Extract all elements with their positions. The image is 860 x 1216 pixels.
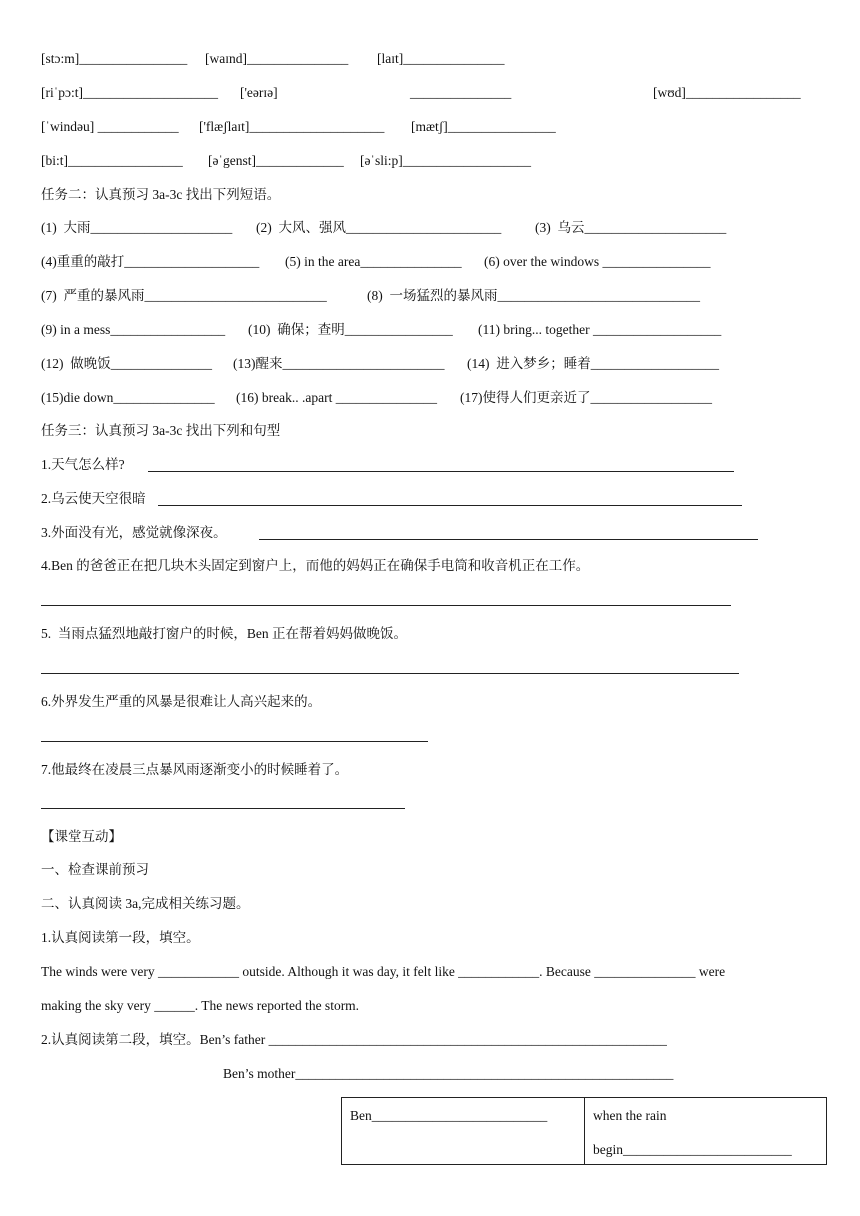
question-2-title: 2.认真阅读第二段，填空。Ben’s father ___________________________________________________________	[41, 1032, 667, 1047]
phonetic-report: [riˈpɔ:t]____________________	[41, 85, 218, 100]
answer-line-3[interactable]	[259, 539, 758, 540]
rain-cell	[585, 1098, 827, 1165]
phonetic-wind: [waɪnd]_______________	[205, 51, 349, 66]
phrase-6: (6) over the windows ________________	[484, 254, 711, 269]
ben-cell	[342, 1098, 585, 1165]
sentence-3: 3.外面没有光，感觉就像深夜。	[41, 525, 227, 540]
question-1-title: 1.认真阅读第一段，填空。	[41, 930, 200, 945]
ben-rain-table	[341, 1097, 827, 1165]
phrase-4: (4)重重的敲打____________________	[41, 254, 260, 269]
phonetic-wood: [wʊd]_________________	[653, 85, 801, 100]
answer-line-2[interactable]	[158, 505, 742, 506]
sentence-5: 5. 当雨点猛烈地敲打窗户的时候，Ben 正在帮着妈妈做晚饭。	[41, 626, 407, 641]
phrase-13: (13)醒来________________________	[233, 356, 445, 371]
task3-heading: 任务三：认真预习 3a-3c 找出下列和句型	[41, 423, 281, 438]
question-1-line-1: The winds were very ____________ outside. Although it was day, it felt like ____________. Because _______________ were	[41, 964, 726, 979]
sentence-6: 6.外界发生严重的风暴是很难让人高兴起来的。	[41, 694, 322, 709]
classroom-heading: 【课堂互动】	[41, 829, 122, 844]
phonetic-area-blank: _______________	[410, 85, 512, 100]
phrase-10: (10) 确保；查明________________	[248, 322, 453, 337]
phrase-14: (14) 进入梦乡；睡着___________________	[467, 356, 719, 371]
phrase-2: (2) 大风、强风_______________________	[256, 220, 502, 235]
sentence-4: 4.Ben 的爸爸正在把几块木头固定到窗户上，而他的妈妈正在确保手电筒和收音机正在工作。	[41, 558, 590, 573]
phrase-11: (11) bring... together ___________________	[478, 322, 722, 337]
phrase-17: (17)使得人们更亲近了__________________	[460, 390, 712, 405]
answer-line-5[interactable]	[41, 673, 739, 674]
phonetic-flashlight: ['flæʃlaɪt]____________________	[199, 119, 385, 134]
phrase-12: (12) 做晚饭_______________	[41, 356, 212, 371]
phrase-1: (1) 大雨_____________________	[41, 220, 233, 235]
phonetic-beat: [bi:t]_________________	[41, 153, 183, 168]
answer-line-1[interactable]	[148, 471, 734, 472]
phonetic-light: [laɪt]_______________	[377, 51, 505, 66]
phonetic-window: [ˈwindəu] ____________	[41, 119, 179, 134]
phrase-7: (7) 严重的暴风雨___________________________	[41, 288, 327, 303]
phrase-5: (5) in the area_______________	[285, 254, 462, 269]
phrase-15: (15)die down_______________	[41, 390, 215, 405]
phonetic-storm: [stɔ:m]________________	[41, 51, 188, 66]
question-1-line-2: making the sky very ______. The news reported the storm.	[41, 998, 360, 1013]
phonetic-asleep: [əˈsli:p]___________________	[360, 153, 531, 168]
classroom-item-2: 二、认真阅读 3a,完成相关练习题。	[41, 896, 250, 911]
begin-text: begin_________________________	[593, 1142, 792, 1157]
sentence-1: 1.天气怎么样?	[41, 457, 125, 472]
answer-line-4[interactable]	[41, 605, 731, 606]
task2-heading: 任务二：认真预习 3a-3c 找出下列短语。	[41, 187, 281, 202]
phonetic-area: ['eərɪə]	[240, 85, 278, 100]
ben-cell-text: Ben__________________________	[350, 1108, 548, 1123]
phonetic-match: [mætʃ]________________	[411, 119, 556, 134]
answer-line-7[interactable]	[41, 808, 405, 809]
classroom-item-1: 一、检查课前预习	[41, 862, 149, 877]
phrase-9: (9) in a mess_________________	[41, 322, 226, 337]
sentence-7: 7.他最终在凌晨三点暴风雨逐渐变小的时候睡着了。	[41, 762, 349, 777]
answer-line-6[interactable]	[41, 741, 428, 742]
phrase-16: (16) break.. .apart _______________	[236, 390, 437, 405]
sentence-2: 2.乌云使天空很暗	[41, 491, 146, 506]
phrase-3: (3) 乌云_____________________	[535, 220, 727, 235]
when-rain-text: when the rain	[593, 1108, 667, 1123]
phonetic-against: [əˈgenst]_____________	[208, 153, 344, 168]
phrase-8: (8) 一场猛烈的暴风雨______________________________	[367, 288, 700, 303]
question-2-mother: Ben’s mother________________________________________________________	[223, 1066, 674, 1081]
